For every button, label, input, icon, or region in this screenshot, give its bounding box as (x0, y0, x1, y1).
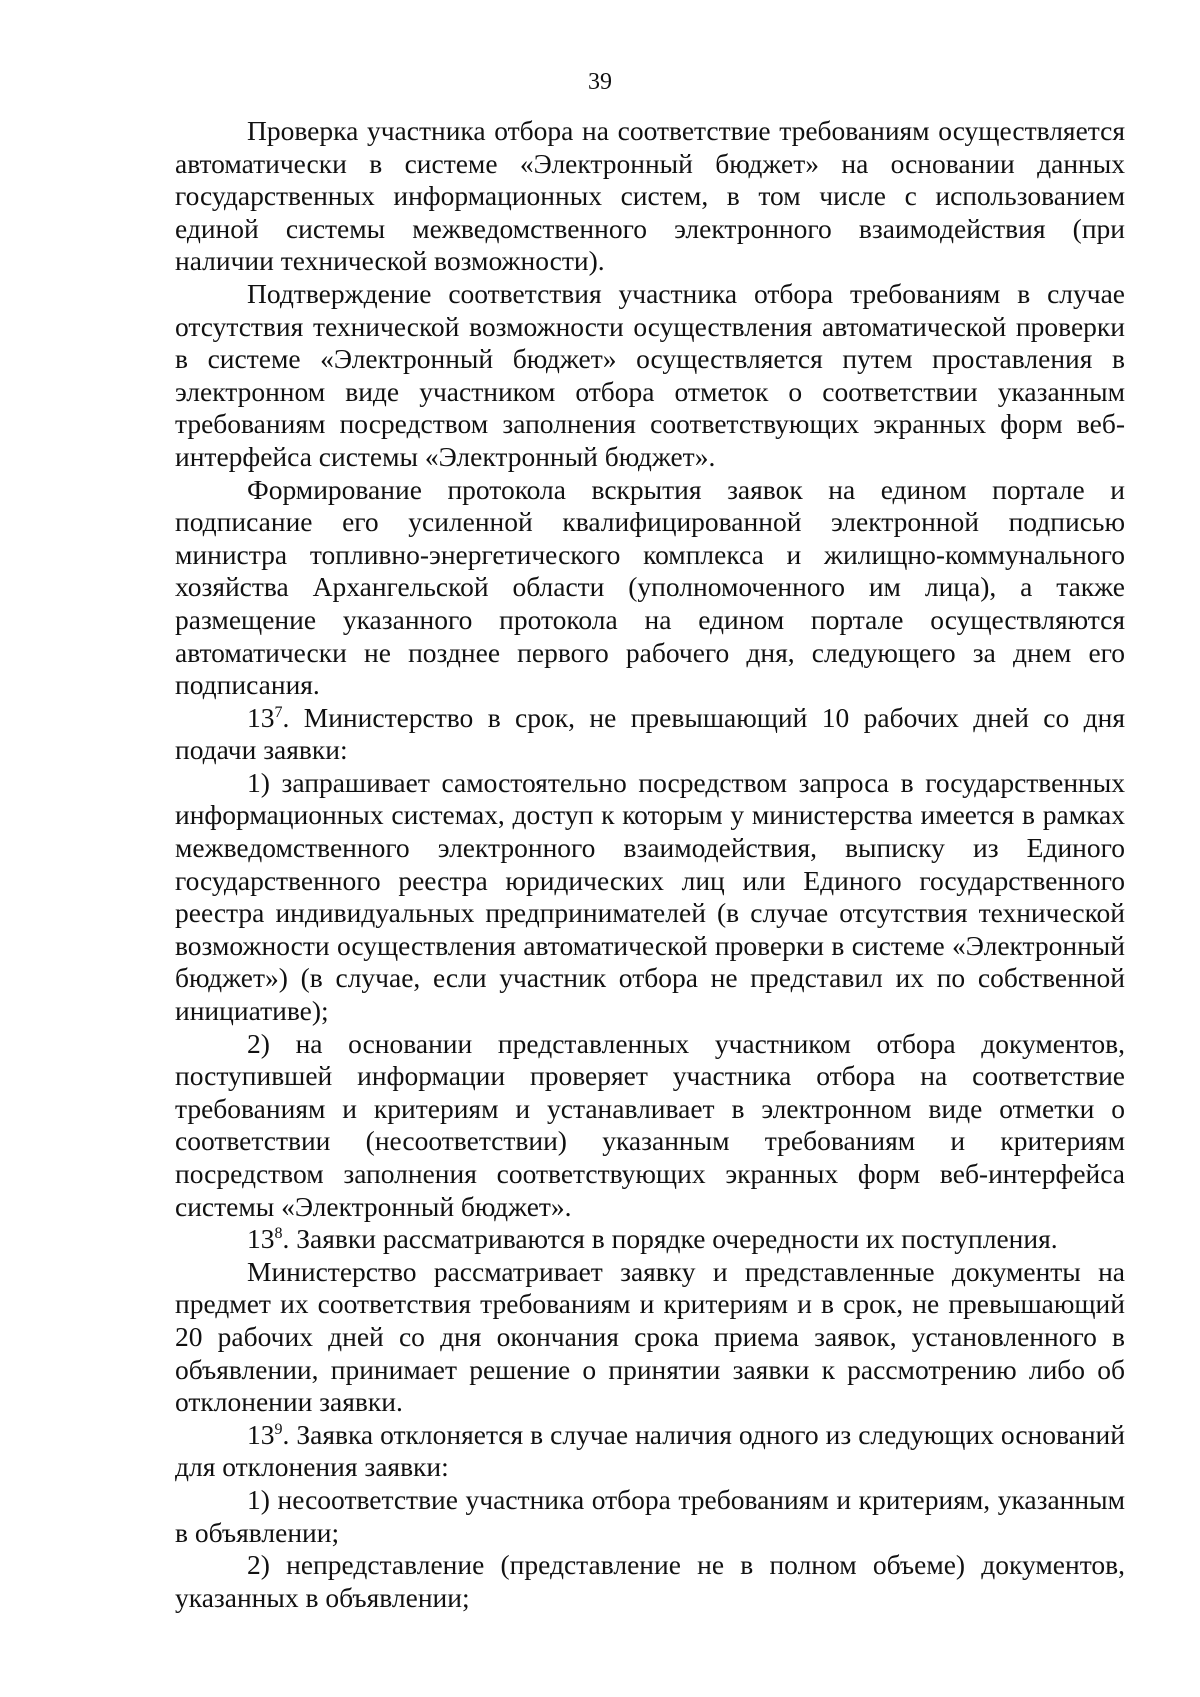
clause-number: 13 (247, 1223, 275, 1255)
clause-number: 13 (247, 1418, 275, 1450)
clause-superscript: 7 (274, 703, 283, 721)
paragraph-verification-automatic: Проверка участника отбора на соответствие требованиям осуществляется автоматически в системе «Электронный бюджет» на основании данных государственных информационных систем, в том числе с использованием единой системы межведомственного электронного взаимодействия (при наличии технической возможности). (175, 115, 1125, 277)
clause-text: . Заявка отклоняется в случае наличия одного из следующих оснований для отклонения заявки: (175, 1418, 1125, 1483)
clause-13-9 (175, 1419, 1125, 1484)
paragraph-confirmation-manual: Подтверждение соответствия участника отбора требованиям в случае отсутствия технической возможности осуществления автоматической проверки в системе «Электронный бюджет» осуществляется путем проставления в электронном виде участником отбора отметок о соответствии указанным требованиям посредством заполнения соответствующих экранных форм веб-интерфейса системы «Электронный бюджет». (175, 277, 1125, 472)
clause-number: 13 (247, 701, 275, 733)
clause-13-9-item-1: 1) несоответствие участника отбора требованиям и критериям, указанным в объявлении; (175, 1483, 1125, 1548)
document-body (175, 115, 1125, 1614)
clause-superscript: 9 (274, 1420, 283, 1438)
clause-13-7-item-2: 2) на основании представленных участником отбора документов, поступившей информации проверяет участника отбора на соответствие требованиям и критериям и устанавливает в электронном виде отметки о соответствии (несоответствии) указанным требованиям и критериям посредством заполнения соответствующих экранных форм веб-интерфейса системы «Электронный бюджет». (175, 1027, 1125, 1222)
clause-13-7-item-1: 1) запрашивает самостоятельно посредством запроса в государственных информационных системах, доступ к которым у министерства имеется в рамках межведомственного электронного взаимодействия, выписку из Единого государственного реестра юридических лиц или Единого государственного реестра индивидуальных предпринимателей (в случае отсутствия технической возможности осуществления автоматической проверки в системе «Электронный бюджет») (в случае, если участник отбора не представил их по собственной инициативе); (175, 766, 1125, 1027)
clause-text: . Заявки рассматриваются в порядке очередности их поступления. (282, 1223, 1058, 1255)
page-number: 39 (588, 69, 612, 95)
clause-text: . Министерство в срок, не превышающий 10 рабочих дней со дня подачи заявки: (175, 701, 1125, 766)
clause-13-8 (175, 1223, 1125, 1256)
clause-13-7 (175, 702, 1125, 767)
clause-13-9-item-2: 2) непредставление (представление не в полном объеме) документов, указанных в объявлении; (175, 1549, 1125, 1613)
clause-superscript: 8 (274, 1225, 283, 1243)
paragraph-opening-protocol: Формирование протокола вскрытия заявок на едином портале и подписание его усиленной квалифицированной электронной подписью министра топливно-энергетического комплекса и жилищно-коммунального хозяйства Архангельской области (уполномоченного им лица), а также размещение указанного протокола на едином портале осуществляются автоматически не позднее первого рабочего дня, следующего за днем его подписания. (175, 473, 1125, 701)
clause-13-8-paragraph: Министерство рассматривает заявку и представленные документы на предмет их соответствия требованиям и критериям и в срок, не превышающий 20 рабочих дней со дня окончания срока приема заявок, установленного в объявлении, принимает решение о принятии заявки к рассмотрению либо об отклонении заявки. (175, 1255, 1125, 1418)
